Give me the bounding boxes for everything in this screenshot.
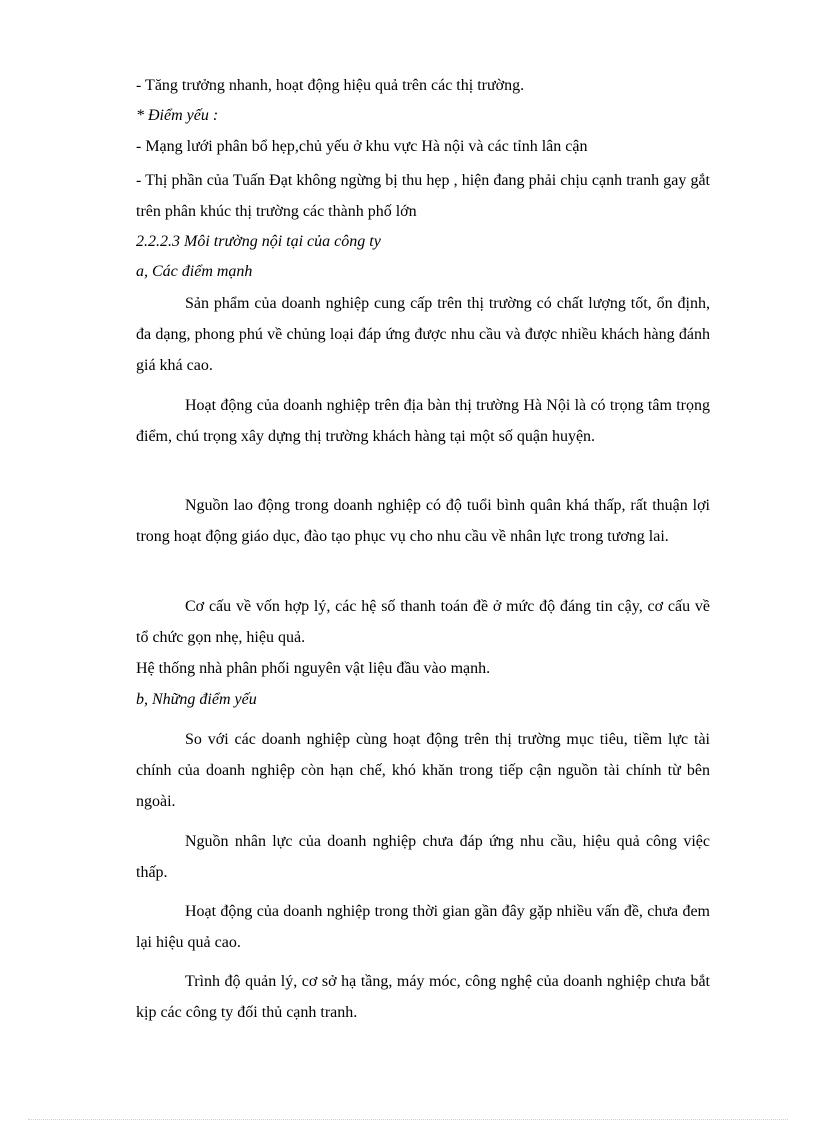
bullet-market-share: - Thị phần của Tuấn Đạt không ngừng bị thu hẹp , hiện đang phải chịu cạnh tranh gay gắt trên phân khúc thị trường các thành phố lớn xyxy=(136,172,710,220)
weakness-paragraph-4: Trình độ quản lý, cơ sở hạ tầng, máy móc, công nghệ của doanh nghiệp chưa bắt kịp các công ty đối thủ cạnh tranh. xyxy=(136,973,710,1021)
weakness-heading: * Điểm yếu : xyxy=(136,107,219,124)
strength-paragraph-3: Nguồn lao động trong doanh nghiệp có độ tuổi bình quân khá thấp, rất thuận lợi trong hoạt động giáo dục, đào tạo phục vụ cho nhu cầu về nhân lực trong tương lai. xyxy=(136,497,710,545)
strength-paragraph-5: Hệ thống nhà phân phối nguyên vật liệu đầu vào mạnh. xyxy=(136,660,491,677)
weakness-paragraph-1: So với các doanh nghiệp cùng hoạt động trên thị trường mục tiêu, tiềm lực tài chính của doanh nghiệp còn hạn chế, khó khăn trong tiếp cận nguồn tài chính từ bên ngoài. xyxy=(136,731,710,810)
weakness-paragraph-2: Nguồn nhân lực của doanh nghiệp chưa đáp ứng nhu cầu, hiệu quả công việc thấp. xyxy=(136,833,710,881)
bullet-growth: - Tăng trưởng nhanh, hoạt động hiệu quả trên các thị trường. xyxy=(136,77,525,94)
strength-paragraph-1: Sản phẩm của doanh nghiệp cung cấp trên thị trường có chất lượng tốt, ổn định, đa dạng, phong phú về chủng loại đáp ứng được nhu cầu và được nhiều khách hàng đánh giá khá cao. xyxy=(136,295,710,374)
page-bottom-divider xyxy=(28,1119,788,1120)
section-title: 2.2.2.3 Môi trường nội tại của công ty xyxy=(136,233,381,250)
weakness-paragraph-3: Hoạt động của doanh nghiệp trong thời gian gần đây gặp nhiều vấn đề, chưa đem lại hiệu quả cao. xyxy=(136,903,710,951)
subsection-weaknesses: b, Những điểm yếu xyxy=(136,691,257,708)
strength-paragraph-4: Cơ cấu về vốn hợp lý, các hệ số thanh toán đề ở mức độ đáng tin cậy, cơ cấu về tổ chức gọn nhẹ, hiệu quả. xyxy=(136,598,710,646)
bullet-network: - Mạng lưới phân bổ hẹp,chủ yếu ở khu vực Hà nội và các tỉnh lân cận xyxy=(136,138,588,155)
subsection-strengths: a, Các điểm mạnh xyxy=(136,263,253,280)
strength-paragraph-2: Hoạt động của doanh nghiệp trên địa bàn thị trường Hà Nội là có trọng tâm trọng điểm, chú trọng xây dựng thị trường khách hàng tại một số quận huyện. xyxy=(136,397,710,445)
